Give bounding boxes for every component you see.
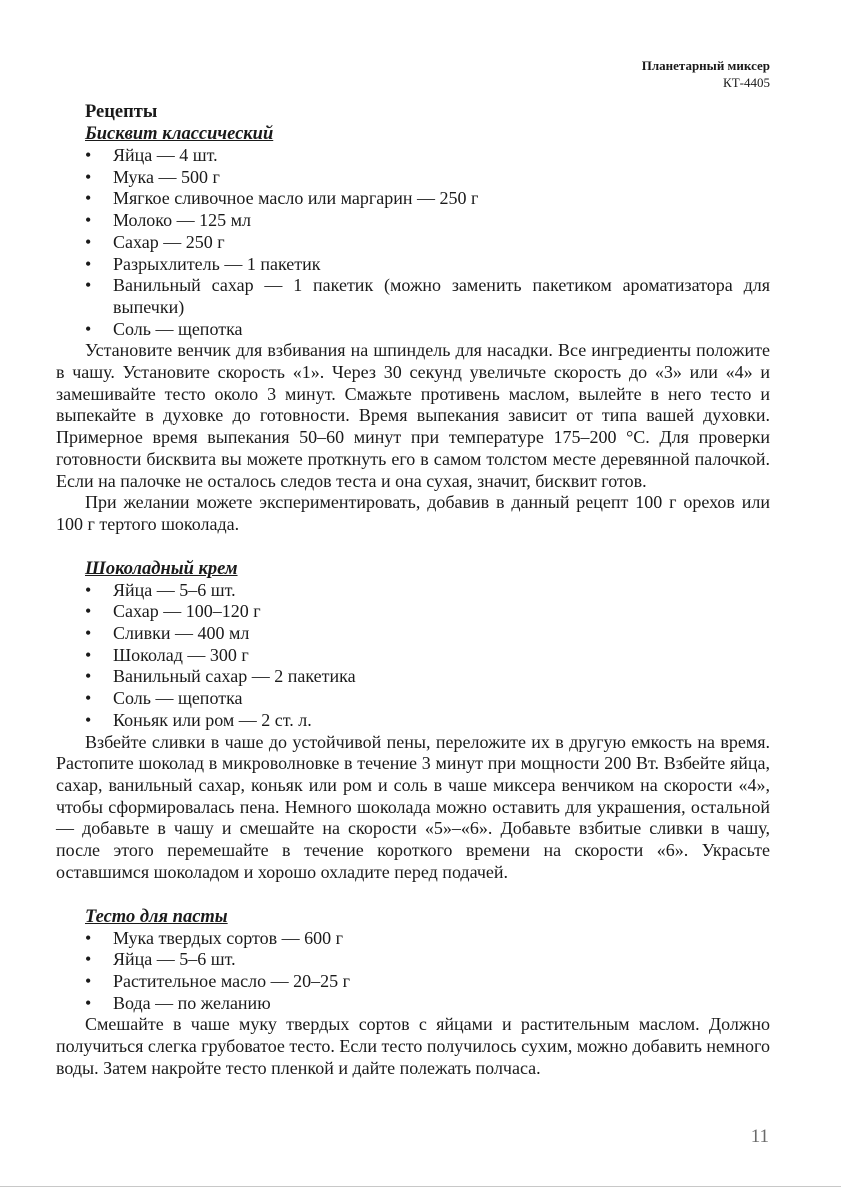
ingredient-item: • Сахар — 100–120 г (56, 601, 770, 623)
recipe-biscuit (56, 123, 770, 536)
recipe-title: Тесто для пасты (85, 906, 228, 927)
ingredient-item: • Молоко — 125 мл (56, 210, 770, 232)
ingredient-item: • Ванильный сахар — 2 пакетика (56, 666, 770, 688)
recipe-instructions: Взбейте сливки в чаше до устойчивой пены, переложите их в другую емкость на время. Растопите шоколад в микроволновке в течение 3 минут при мощности 200 Вт. Взбейте яйца, сахар, ванильный сахар, коньяк или ром и соль в чаше миксера венчиком на скорости «4», чтобы сформировалась пена. Немного шоколада можно оставить для украшения, остальной — добавьте в чашу и смешайте на скорости «5»–«6». Добавьте взбитые сливки в чашу, после этого перемешайте в течение короткого времени на скорости «6». Украсьте оставшимся шоколадом и хорошо охладите перед подачей. (56, 731, 770, 882)
section-title: Рецепты (85, 102, 158, 122)
ingredient-item: • Яйца — 5–6 шт. (56, 580, 770, 602)
bottom-divider (0, 1186, 841, 1187)
ingredient-item: • Растительное масло — 20–25 г (56, 971, 770, 993)
recipe-instructions: Установите венчик для взбивания на шпиндель для насадки. Все ингредиенты положите в чашу. Установите скорость «1». Через 30 секунд увеличьте скорость до «3» или «4» и замешивайте тесто около 3 минут. Смажьте противень маслом, вылейте в него тесто и выпекайте в духовке до готовности. Время выпекания зависит от типа вашей духовки. Примерное время выпекания 50–60 минут при температуре 175–200 °С. Для проверки готовности бисквита вы можете проткнуть его в самом толстом месте деревянной палочкой. Если на палочке не осталось следов теста и она сухая, значит, бисквит готов. (56, 340, 770, 491)
ingredient-list (56, 580, 770, 732)
ingredient-item: • Мука твердых сортов — 600 г (56, 928, 770, 950)
recipe-chocolate-cream (56, 558, 770, 884)
ingredient-item: • Сливки — 400 мл (56, 623, 770, 645)
recipe-title: Бисквит классический (85, 124, 274, 144)
ingredient-item: • Разрыхлитель — 1 пакетик (56, 254, 770, 276)
ingredient-item: • Соль — щепотка (56, 319, 770, 341)
ingredient-item: • Мягкое сливочное масло или маргарин — 250 г (56, 188, 770, 210)
page-number: 11 (750, 1126, 769, 1147)
ingredient-item: • Яйца — 4 шт. (56, 145, 770, 167)
ingredient-item: • Сахар — 250 г (56, 232, 770, 254)
ingredient-item: • Коньяк или ром — 2 ст. л. (56, 710, 770, 732)
ingredient-item: • Мука — 500 г (56, 167, 770, 189)
recipe-instructions: Смешайте в чаше муку твердых сортов с яйцами и растительным маслом. Должно получиться слегка грубоватое тесто. Если тесто получилось сухим, можно добавить немного воды. Затем накройте тесто пленкой и дайте полежать полчаса. (56, 1014, 770, 1078)
ingredient-item: • Соль — щепотка (56, 688, 770, 710)
page-content (56, 101, 770, 1079)
ingredient-list (56, 145, 770, 340)
header-product-name: Планетарный миксер (641, 58, 770, 73)
header-model-number: КТ-4405 (723, 75, 770, 90)
ingredient-item: • Шоколад — 300 г (56, 645, 770, 667)
ingredient-item: • Яйца — 5–6 шт. (56, 949, 770, 971)
ingredient-list (56, 928, 770, 1015)
recipe-title: Шоколадный крем (85, 558, 238, 579)
page-header (642, 57, 770, 91)
recipe-pasta-dough (56, 906, 770, 1080)
ingredient-item: • Ванильный сахар — 1 пакетик (можно заменить пакетиком ароматизатора для выпечки) (56, 275, 770, 318)
ingredient-item: • Вода — по желанию (56, 993, 770, 1015)
recipe-note: При желании можете экспериментировать, добавив в данный рецепт 100 г орехов или 100 г тертого шоколада. (56, 492, 770, 534)
